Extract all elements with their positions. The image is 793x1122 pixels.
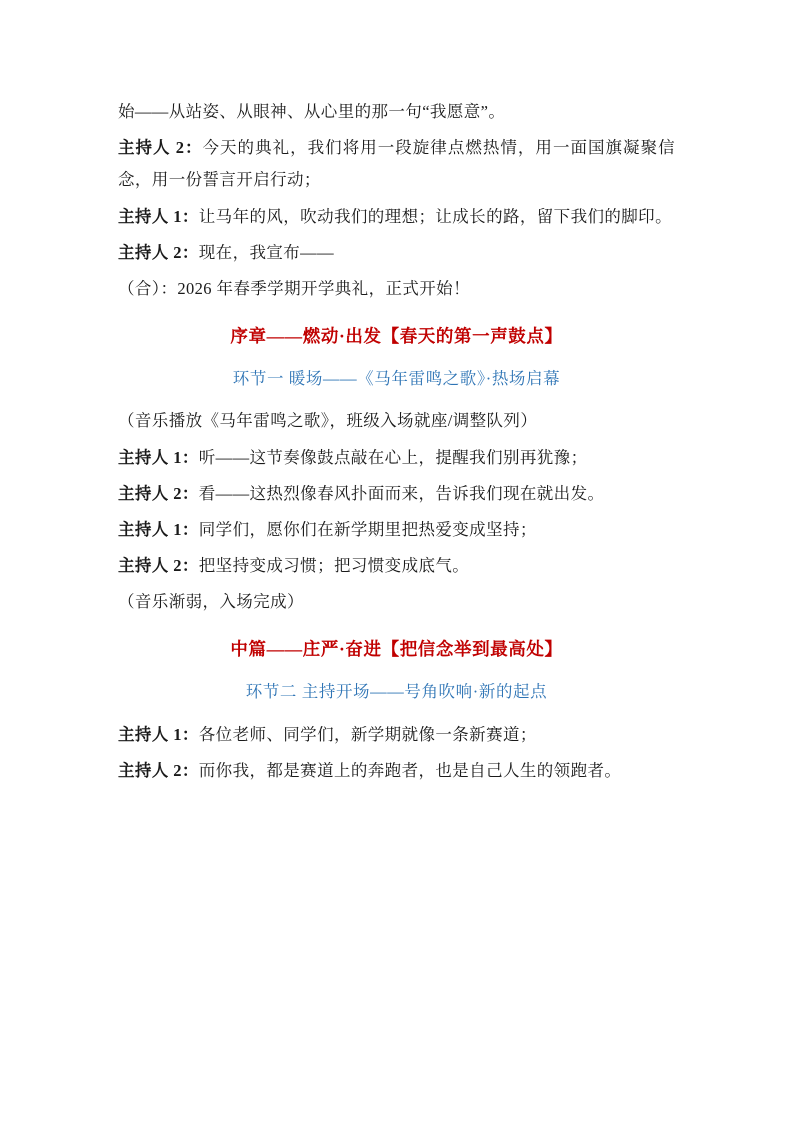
line-text: 同学们，愿你们在新学期里把热爱变成坚持； bbox=[198, 519, 537, 539]
dialogue-line bbox=[118, 478, 675, 510]
section-heading-red: 序章——燃动·出发【春天的第一声鼓点】 bbox=[230, 326, 563, 347]
line-text: 各位老师、同学们，新学期就像一条新赛道； bbox=[198, 724, 537, 744]
speaker-label: 主持人 2： bbox=[118, 138, 203, 158]
line-text: 今天的典礼，我们将用一段旋律点燃热情，用一面国旗凝聚信念，用一份誓言开启行动； bbox=[118, 138, 675, 190]
paragraph: （合）：2026 年春季学期开学典礼，正式开始！ bbox=[118, 278, 470, 298]
speaker-label: 主持人 1： bbox=[118, 206, 199, 226]
speaker-label: 主持人 2： bbox=[118, 483, 199, 503]
line-text: 让马年的风，吹动我们的理想；让成长的路，留下我们的脚印。 bbox=[198, 206, 672, 226]
dialogue-line bbox=[118, 201, 675, 233]
line-text: 而你我，都是赛道上的奔跑者，也是自己人生的领跑者。 bbox=[198, 760, 622, 780]
dialogue-line bbox=[118, 755, 675, 787]
speaker-label: 主持人 2： bbox=[118, 242, 199, 262]
speaker-label: 主持人 1： bbox=[118, 519, 199, 539]
speaker-label: 主持人 1： bbox=[118, 724, 199, 744]
stage-note: （音乐播放《马年雷鸣之歌》，班级入场就座/调整队列） bbox=[118, 411, 538, 431]
line-text: 把坚持变成习惯；把习惯变成底气。 bbox=[198, 556, 470, 576]
dialogue-line bbox=[118, 442, 675, 474]
document-body bbox=[118, 96, 675, 787]
line-text: 看——这热烈像春风扑面而来，告诉我们现在就出发。 bbox=[198, 483, 605, 503]
speaker-label: 主持人 2： bbox=[118, 760, 199, 780]
speaker-label: 主持人 2： bbox=[118, 556, 199, 576]
dialogue-line bbox=[118, 237, 675, 269]
section-heading-blue: 环节一 暖场——《马年雷鸣之歌》·热场启幕 bbox=[232, 369, 561, 389]
speaker-label: 主持人 1： bbox=[118, 447, 199, 467]
dialogue-line bbox=[118, 550, 675, 582]
dialogue-line bbox=[118, 514, 675, 546]
line-text: 听——这节奏像鼓点敲在心上，提醒我们别再犹豫； bbox=[198, 447, 588, 467]
paragraph: 始——从站姿、从眼神、从心里的那一句“我愿意”。 bbox=[118, 102, 506, 121]
line-text: 现在，我宣布—— bbox=[198, 242, 334, 262]
section-heading-red: 中篇——庄严·奋进【把信念举到最高处】 bbox=[230, 639, 563, 660]
section-heading-blue: 环节二 主持开场——号角吹响·新的起点 bbox=[245, 682, 548, 702]
stage-note: （音乐渐弱，入场完成） bbox=[118, 592, 304, 612]
dialogue-line bbox=[118, 719, 675, 751]
dialogue-line bbox=[118, 132, 675, 196]
